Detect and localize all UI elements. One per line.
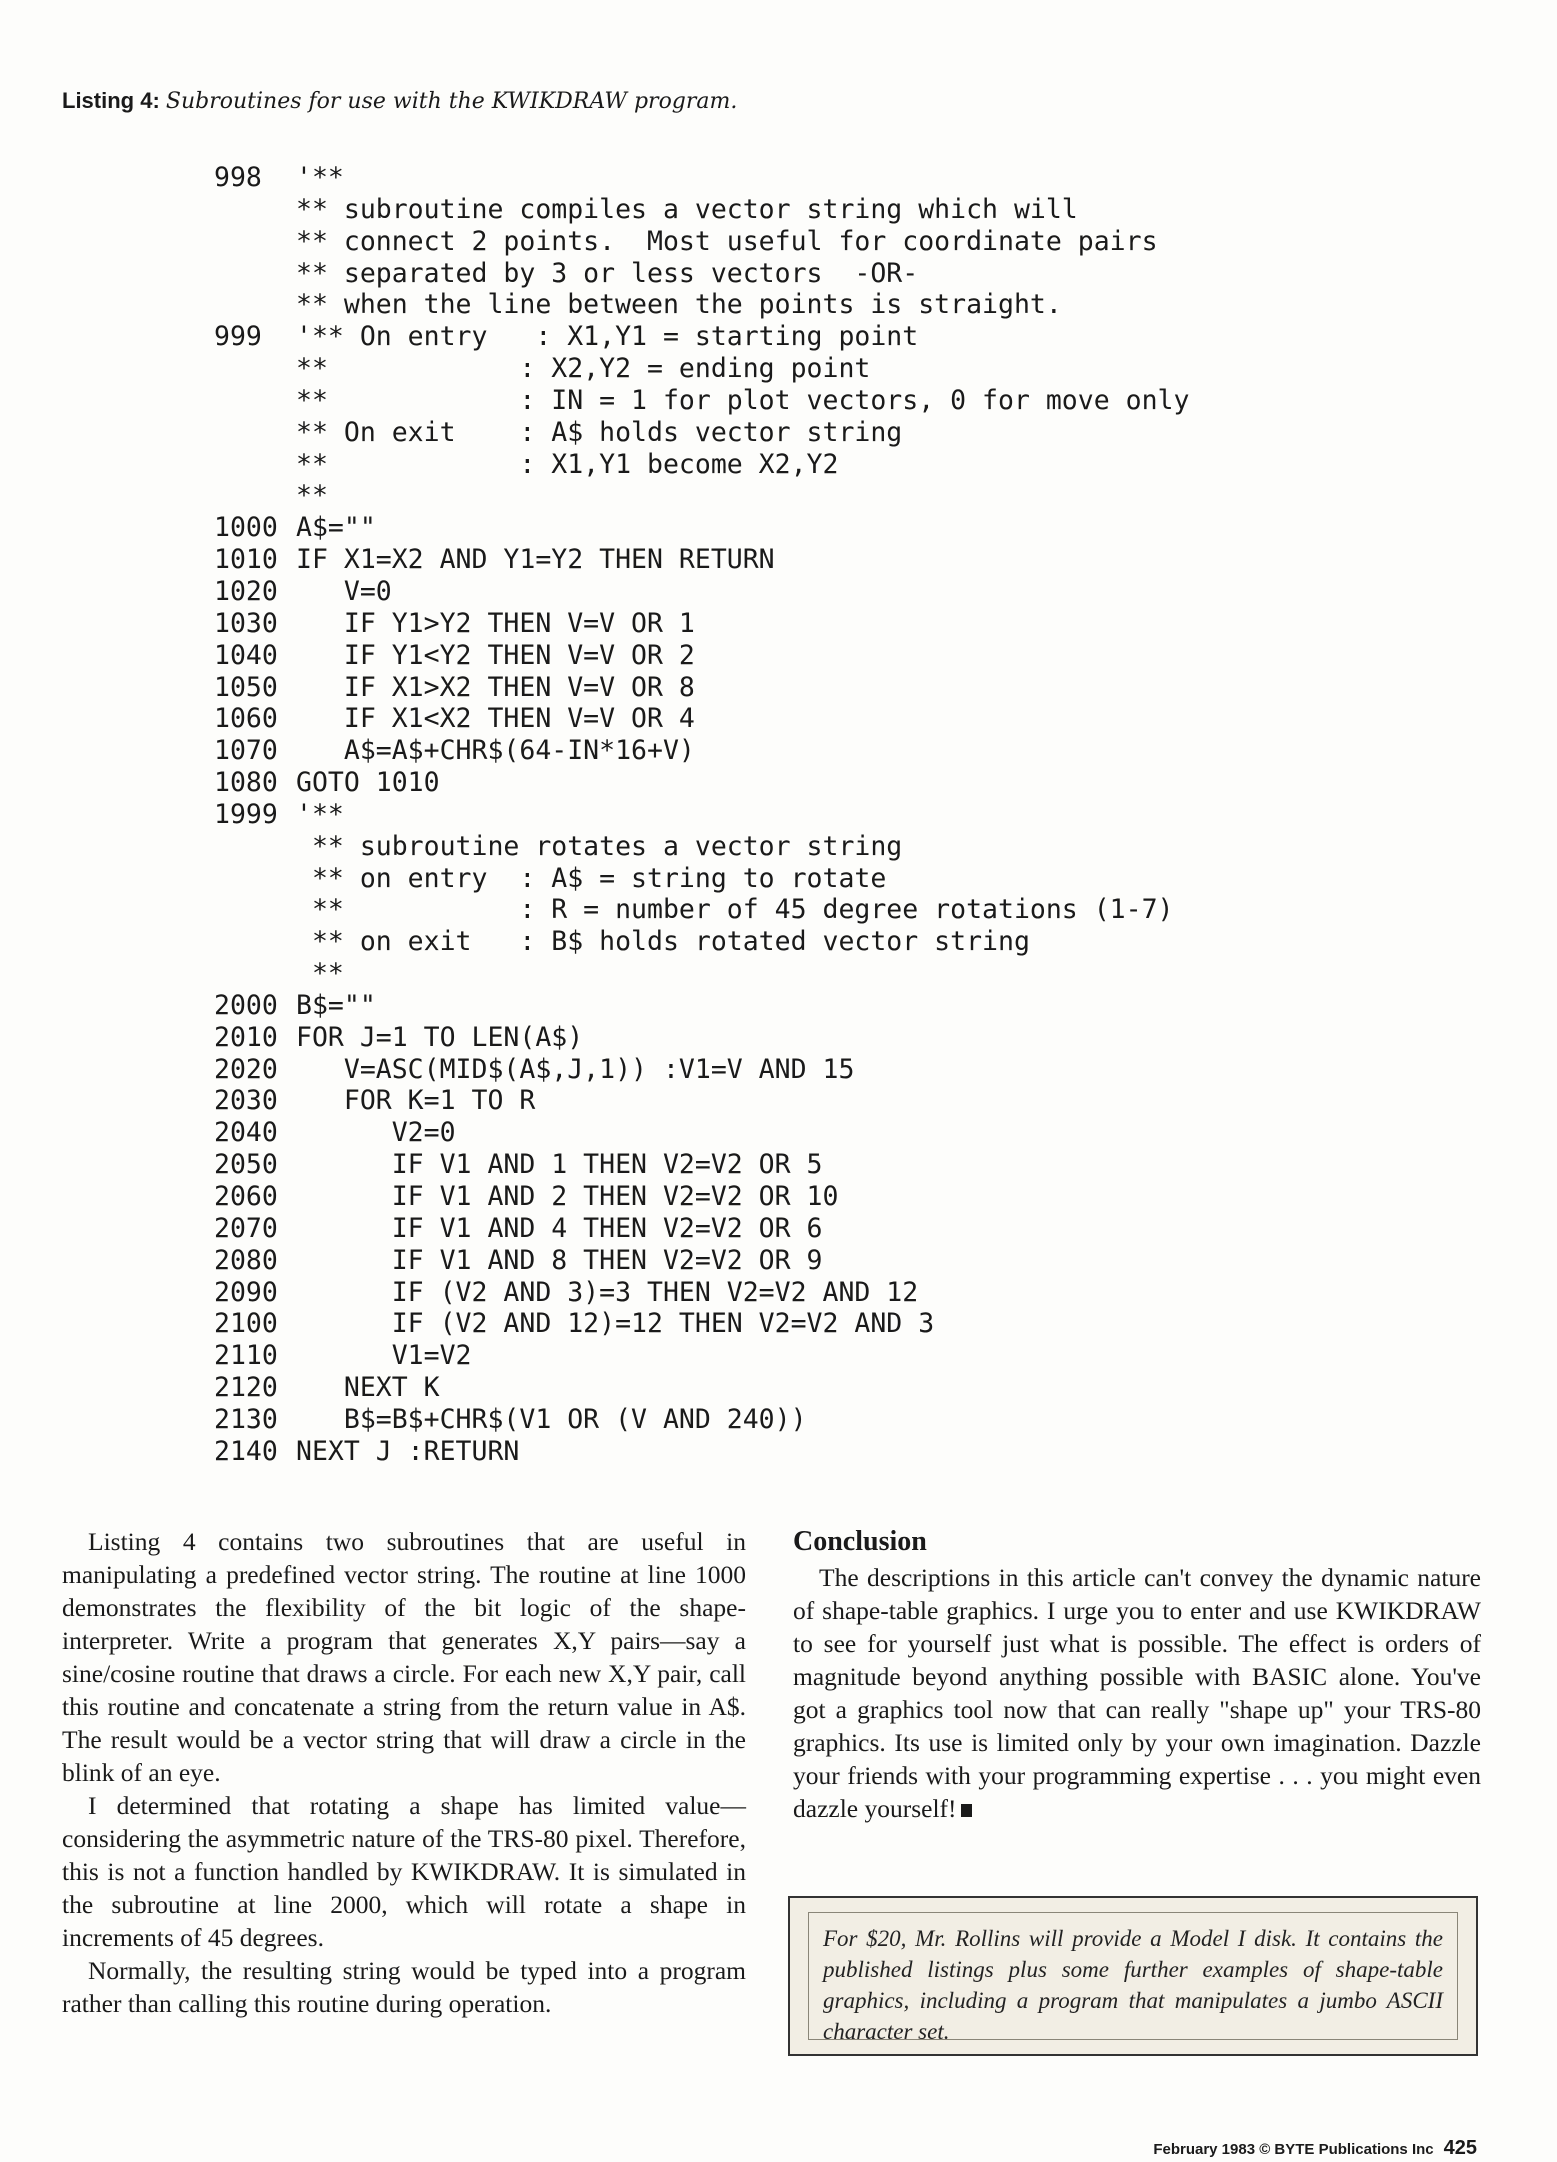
line-number: 1999 xyxy=(214,798,278,830)
code-text: '** xyxy=(296,798,344,830)
code-text: NEXT K xyxy=(296,1372,440,1404)
caption-title: Subroutines for use with the KWIKDRAW program. xyxy=(165,89,738,114)
line-number: 999 xyxy=(214,321,262,353)
code-line xyxy=(214,1117,1189,1149)
code-line xyxy=(214,608,1189,640)
code-text: ** : IN = 1 for plot vectors, 0 for move only xyxy=(296,384,1190,416)
code-line xyxy=(214,162,1189,194)
code-text: GOTO 1010 xyxy=(296,767,440,799)
line-number: 2050 xyxy=(214,1149,278,1181)
code-text: ** separated by 3 or less vectors -OR- xyxy=(296,257,919,289)
code-text: ** subroutine compiles a vector string which will xyxy=(296,193,1078,225)
author-note: For $20, Mr. Rollins will provide a Model I disk. It contains the published listings plus some further examples of shape-table graphics, including a program that manipulates a jumbo ASCII character set. xyxy=(808,1912,1458,2040)
line-number: 2120 xyxy=(214,1372,278,1404)
code-line xyxy=(214,321,1189,353)
code-line xyxy=(214,767,1189,799)
line-number: 2080 xyxy=(214,1244,278,1276)
code-line xyxy=(214,1181,1189,1213)
line-number: 2060 xyxy=(214,1181,278,1212)
line-number: 2070 xyxy=(214,1212,278,1244)
listing-caption xyxy=(62,88,737,114)
line-number: 2010 xyxy=(214,1021,278,1053)
code-listing xyxy=(214,162,1189,1468)
code-line xyxy=(214,576,1189,608)
conclusion-paragraph xyxy=(793,1561,1481,1825)
code-line xyxy=(214,1404,1189,1436)
author-note-box xyxy=(788,1896,1478,2056)
code-line xyxy=(214,1022,1189,1054)
line-number: 1070 xyxy=(214,735,278,767)
line-number: 2110 xyxy=(214,1340,278,1372)
line-number: 1040 xyxy=(214,639,278,671)
code-text: A$=A$+CHR$(64-IN*16+V) xyxy=(296,735,695,767)
code-text: IF Y1<Y2 THEN V=V OR 2 xyxy=(296,639,695,671)
code-line xyxy=(214,1372,1189,1404)
code-text: ** on exit : B$ holds rotated vector string xyxy=(296,926,1030,958)
caption-label: Listing 4: xyxy=(62,88,160,113)
code-line xyxy=(214,1308,1189,1340)
body-paragraph: I determined that rotating a shape has limited value—considering the asymmetric nature of the TRS-80 pixel. Therefore, this is not a function handled by KWIKDRAW. It is simulated in the subroutine at line 2000, which will rotate a shape in increments of 45 degrees. xyxy=(62,1791,746,1952)
code-line xyxy=(214,512,1189,544)
conclusion-text: The descriptions in this article can't convey the dynamic nature of shape-table graphics. I urge you to enter and use KWIKDRAW to see for yourself just what is possible. The effect is orders of magnitude beyond anything possible with BASIC alone. You've got a graphics tool now that can really "shape up" your TRS-80 graphics. Its use is limited only by your own imagination. Dazzle your friends with your programming expertise . . . you might even dazzle yourself! xyxy=(793,1563,1481,1823)
line-number: 2020 xyxy=(214,1053,278,1085)
code-line xyxy=(214,799,1189,831)
code-text: ** on entry : A$ = string to rotate xyxy=(296,862,887,894)
code-text: V1=V2 xyxy=(296,1340,472,1372)
code-line xyxy=(214,258,1189,290)
code-text: IF V1 AND 2 THEN V2=V2 OR 10 xyxy=(296,1181,839,1212)
line-number: 2130 xyxy=(214,1403,278,1435)
right-column xyxy=(793,1525,1481,1825)
line-number: 1060 xyxy=(214,703,278,735)
code-text: IF X1=X2 AND Y1=Y2 THEN RETURN xyxy=(296,544,775,576)
code-text: V=0 xyxy=(296,575,392,607)
code-text: ** when the line between the points is straight. xyxy=(296,289,1062,321)
code-text: IF V1 AND 4 THEN V2=V2 OR 6 xyxy=(296,1212,823,1244)
code-text: ** On exit : A$ holds vector string xyxy=(296,416,903,448)
code-text: ** xyxy=(296,480,328,512)
code-text: '** On entry : X1,Y1 = starting point xyxy=(296,321,919,353)
code-text: V2=0 xyxy=(296,1117,456,1149)
code-line xyxy=(214,1277,1189,1309)
code-text: ** xyxy=(296,958,344,990)
code-line xyxy=(214,480,1189,512)
line-number: 2000 xyxy=(214,989,278,1021)
code-text: A$="" xyxy=(296,512,376,544)
line-number: 2140 xyxy=(214,1435,278,1467)
code-line xyxy=(214,353,1189,385)
line-number: 1050 xyxy=(214,671,278,703)
code-line xyxy=(214,958,1189,990)
section-heading: Conclusion xyxy=(793,1526,927,1557)
line-number: 2100 xyxy=(214,1308,278,1340)
code-text: ** : X1,Y1 become X2,Y2 xyxy=(296,448,839,480)
line-number: 1030 xyxy=(214,607,278,639)
page-footer xyxy=(1153,2136,1477,2162)
code-text: IF (V2 AND 3)=3 THEN V2=V2 AND 12 xyxy=(296,1276,919,1308)
code-text: IF X1<X2 THEN V=V OR 4 xyxy=(296,703,695,735)
code-line xyxy=(214,289,1189,321)
code-line xyxy=(214,703,1189,735)
code-line xyxy=(214,1245,1189,1277)
line-number: 1010 xyxy=(214,544,278,576)
code-line xyxy=(214,926,1189,958)
code-text: V=ASC(MID$(A$,J,1)) :V1=V AND 15 xyxy=(296,1053,855,1085)
line-number: 1000 xyxy=(214,512,278,544)
code-line xyxy=(214,544,1189,576)
body-paragraph: Normally, the resulting string would be typed into a program rather than calling this routine during operation. xyxy=(62,1956,746,2018)
code-text: FOR K=1 TO R xyxy=(296,1085,536,1117)
line-number: 2040 xyxy=(214,1117,278,1149)
code-line xyxy=(214,894,1189,926)
footer-credit: February 1983 © BYTE Publications Inc xyxy=(1153,2141,1434,2158)
code-text: '** xyxy=(296,162,344,193)
code-line xyxy=(214,385,1189,417)
code-line xyxy=(214,1054,1189,1086)
code-text: B$="" xyxy=(296,989,376,1021)
code-line xyxy=(214,194,1189,226)
line-number: 2090 xyxy=(214,1276,278,1308)
code-text: ** : X2,Y2 = ending point xyxy=(296,353,871,385)
line-number: 2030 xyxy=(214,1085,278,1117)
line-number: 1020 xyxy=(214,575,278,607)
code-text: IF (V2 AND 12)=12 THEN V2=V2 AND 3 xyxy=(296,1308,935,1340)
code-text: IF Y1>Y2 THEN V=V OR 1 xyxy=(296,607,695,639)
body-paragraph: Listing 4 contains two subroutines that are useful in manipulating a predefined vector string. The routine at line 1000 demonstrates the flexibility of the bit logic of the shape-interpreter. Write a program that generates X,Y pairs—say a sine/cosine routine that draws a circle. For each new X,Y pair, call this routine and concatenate a string from the return value in A$. The result would be a vector string that will draw a circle in the blink of an eye. xyxy=(62,1527,746,1787)
code-text: FOR J=1 TO LEN(A$) xyxy=(296,1021,584,1053)
code-text: IF X1>X2 THEN V=V OR 8 xyxy=(296,671,695,703)
code-line xyxy=(214,1340,1189,1372)
code-line xyxy=(214,990,1189,1022)
code-line xyxy=(214,640,1189,672)
code-line xyxy=(214,672,1189,704)
code-line xyxy=(214,449,1189,481)
code-line xyxy=(214,1149,1189,1181)
code-line xyxy=(214,831,1189,863)
end-mark-icon xyxy=(961,1804,972,1817)
code-line xyxy=(214,863,1189,895)
code-line xyxy=(214,226,1189,258)
code-text: NEXT J :RETURN xyxy=(296,1435,520,1467)
code-text: IF V1 AND 8 THEN V2=V2 OR 9 xyxy=(296,1244,823,1276)
code-line xyxy=(214,735,1189,767)
left-column xyxy=(62,1525,746,2020)
code-line xyxy=(214,417,1189,449)
code-line xyxy=(214,1436,1189,1468)
line-number: 998 xyxy=(214,162,262,193)
code-line xyxy=(214,1213,1189,1245)
code-text: ** subroutine rotates a vector string xyxy=(296,830,903,862)
code-text: ** : R = number of 45 degree rotations (1-7) xyxy=(296,894,1174,926)
code-text: IF V1 AND 1 THEN V2=V2 OR 5 xyxy=(296,1149,823,1181)
code-text: ** connect 2 points. Most useful for coordinate pairs xyxy=(296,225,1158,257)
line-number: 1080 xyxy=(214,767,278,799)
code-text: B$=B$+CHR$(V1 OR (V AND 240)) xyxy=(296,1403,807,1435)
code-line xyxy=(214,1085,1189,1117)
page-number: 425 xyxy=(1443,2137,1477,2159)
